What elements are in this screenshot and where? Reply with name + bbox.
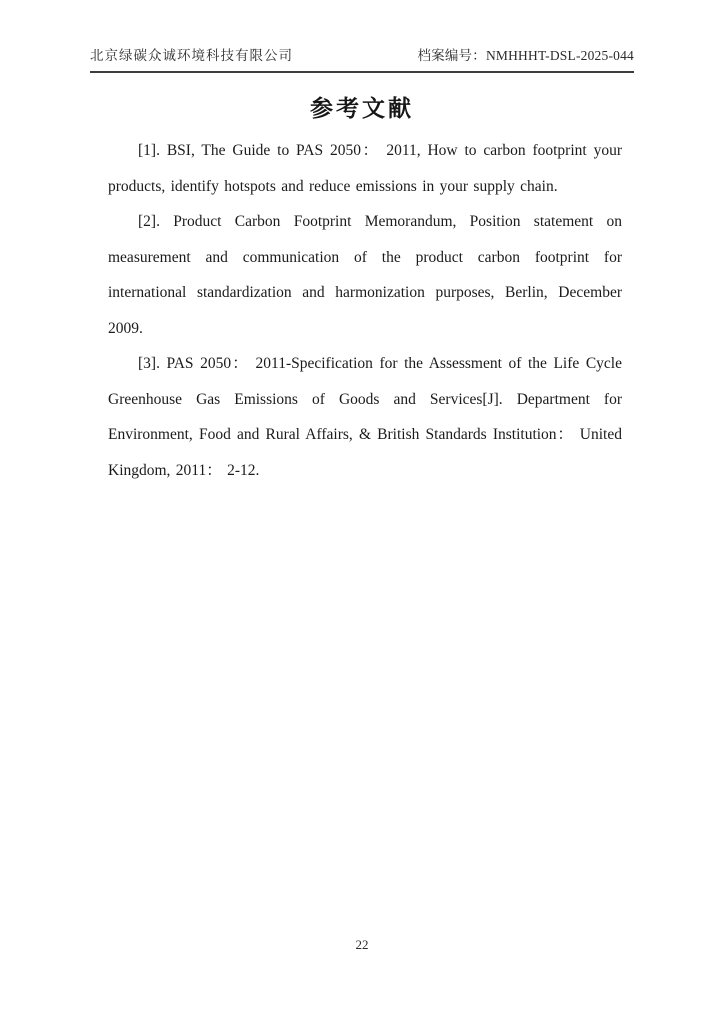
header-doc-number-value: NMHHHT-DSL-2025-044 bbox=[485, 48, 634, 63]
page-footer bbox=[0, 937, 724, 953]
reference-item-3: [3]. PAS 2050： 2011-Specification for the Assessment of the Life Cycle Greenhouse Gas Emissions of Goods and Services[J]. Department for Environment, Food and Rural Affairs, & British Standards Institution： United Kingdom, 2011： 2-12. bbox=[108, 355, 622, 479]
header-doc-number bbox=[417, 44, 634, 64]
header-doc-number-label: 档案编号： bbox=[417, 48, 486, 63]
page-header bbox=[90, 44, 634, 73]
reference-item-1: [1]. BSI, The Guide to PAS 2050： 2011, How to carbon footprint your products, identify hotspots and reduce emissions in your supply chain. bbox=[108, 142, 622, 195]
page-number: 22 bbox=[355, 937, 369, 952]
references-section bbox=[108, 133, 622, 488]
header-company-name: 北京绿碳众诚环境科技有限公司 bbox=[90, 48, 293, 63]
page-title: 参考文献 bbox=[310, 96, 414, 121]
reference-item-2: [2]. Product Carbon Footprint Memorandum, Position statement on measurement and communication of the product carbon footprint for international standardization and harmonization purposes, Berlin, December 2009. bbox=[108, 213, 622, 337]
